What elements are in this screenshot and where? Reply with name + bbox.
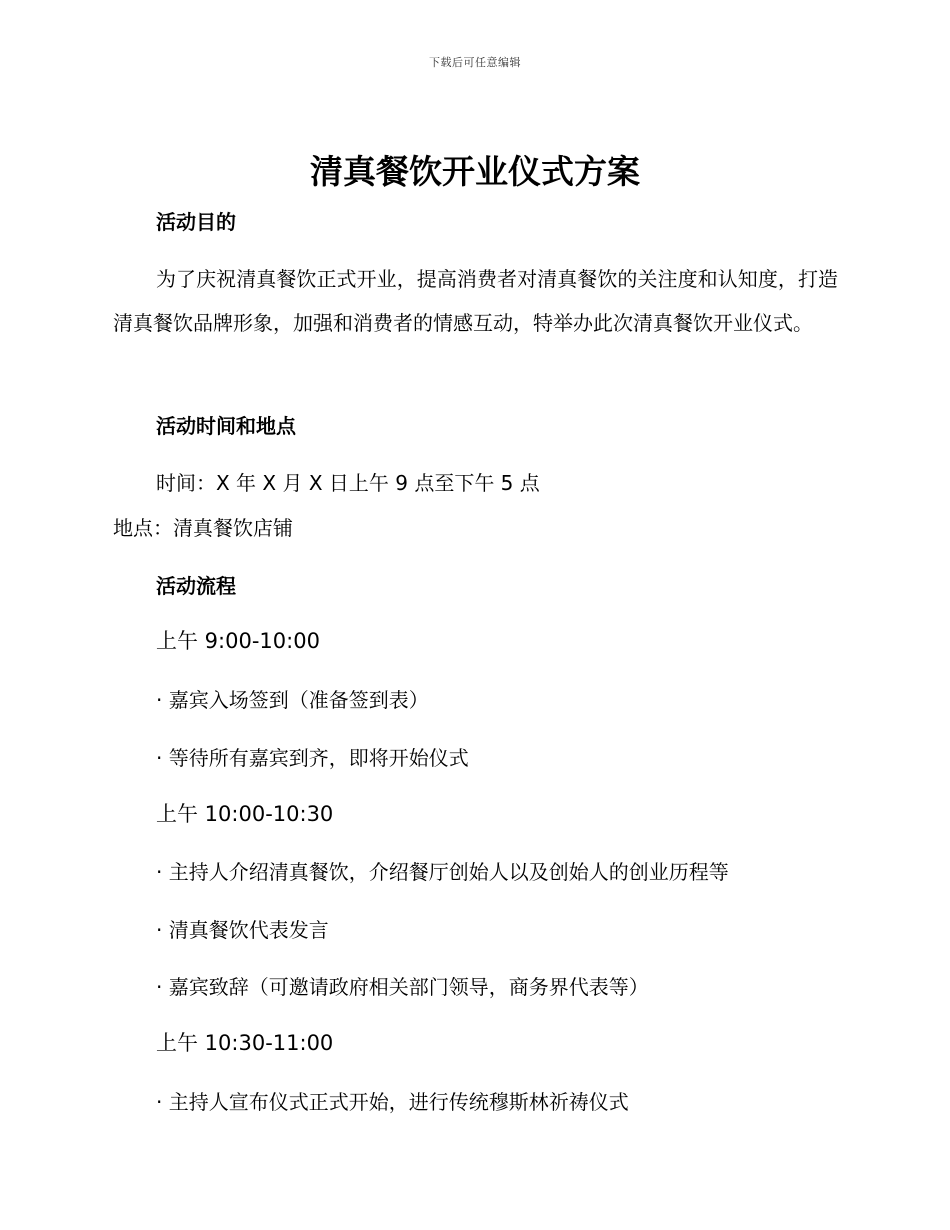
section-heading-flow: 活动流程 <box>156 574 236 598</box>
time-slot-1: 上午 9:00-10:00 <box>156 629 320 653</box>
header-note: 下载后可任意编辑 <box>429 56 521 69</box>
flow-item: · 主持人宣布仪式正式开始，进行传统穆斯林祈祷仪式 <box>156 1090 629 1114</box>
flow-item: · 嘉宾入场签到（准备签到表） <box>156 688 429 712</box>
flow-item: · 嘉宾致辞（可邀请政府相关部门领导，商务界代表等） <box>156 975 649 999</box>
document-title: 清真餐饮开业仪式方案 <box>310 152 640 191</box>
time-slot-3: 上午 10:30-11:00 <box>156 1031 334 1055</box>
section-heading-purpose: 活动目的 <box>156 210 236 234</box>
purpose-paragraph: 为了庆祝清真餐饮正式开业，提高消费者对清真餐饮的关注度和认知度，打造清真餐饮品牌形象，加强和消费者的情感互动，特举办此次清真餐饮开业仪式。 <box>113 267 838 335</box>
time-slot-2: 上午 10:00-10:30 <box>156 802 334 826</box>
flow-item: · 清真餐饮代表发言 <box>156 918 329 942</box>
event-place: 地点：清真餐饮店铺 <box>113 516 293 540</box>
flow-item: · 主持人介绍清真餐饮，介绍餐厅创始人以及创始人的创业历程等 <box>156 860 729 884</box>
section-heading-time-place: 活动时间和地点 <box>156 414 296 438</box>
flow-item: · 等待所有嘉宾到齐，即将开始仪式 <box>156 746 469 770</box>
event-time: 时间：X 年 X 月 X 日上午 9 点至下午 5 点 <box>156 471 540 495</box>
